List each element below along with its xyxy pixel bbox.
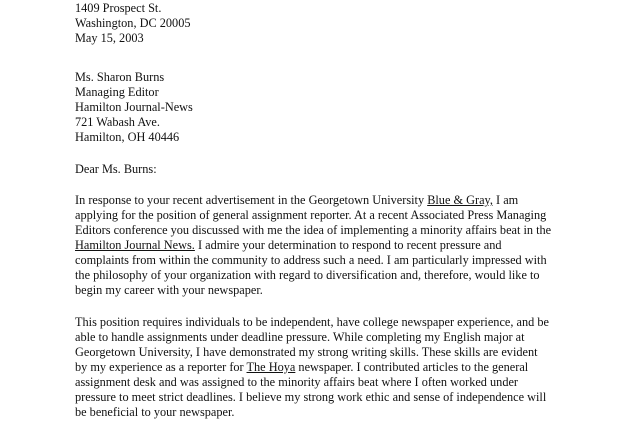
sender-address (75, 1, 630, 46)
paragraph-2-line-2: able to handle assignments under deadline pressure. While completing my English major at (75, 330, 525, 344)
sender-city: Washington, DC 20005 (75, 16, 191, 30)
recipient-city: Hamilton, OH 40446 (75, 130, 180, 144)
sender-street: 1409 Prospect St. (75, 1, 162, 15)
publication-title-the-hoya: The Hoya (246, 360, 296, 374)
paragraph-2 (75, 315, 630, 420)
letter-date: May 15, 2003 (75, 31, 144, 45)
text-run: I admire your determination to respond to recent pressure and (194, 238, 502, 252)
recipient-address (75, 70, 630, 145)
text-run: I am (492, 193, 519, 207)
paragraph-1-line-2: applying for the position of general assignment reporter. At a recent Associated Press Managing (75, 208, 547, 222)
recipient-title: Managing Editor (75, 85, 159, 99)
recipient-organization: Hamilton Journal-News (75, 100, 193, 114)
paragraph-1-line-4 (75, 238, 630, 253)
recipient-street: 721 Wabash Ave. (75, 115, 160, 129)
text-run: newspaper. I contributed articles to the general (295, 360, 529, 374)
paragraph-1-line-3: Editors conference you discussed with me the idea of implementing a minority affairs beat in the (75, 223, 552, 237)
paragraph-2-line-6: pressure to meet strict deadlines. I believe my strong work ethic and sense of independence will (75, 390, 547, 404)
paragraph-1-line-7: begin my career with your newspaper. (75, 283, 263, 297)
paragraph-2-line-5: assignment desk and was assigned to the minority affairs beat where I often worked under (75, 375, 519, 389)
paragraph-1-line-5: complaints from within the community to address such a need. I am particularly impressed with (75, 253, 547, 267)
recipient-name: Ms. Sharon Burns (75, 70, 165, 84)
paragraph-1 (75, 193, 630, 298)
paragraph-1-line-1 (75, 193, 630, 208)
paragraph-2-line-1: This position requires individuals to be independent, have college newspaper experience, and be (75, 315, 549, 329)
letter-page (75, 1, 630, 420)
salutation: Dear Ms. Burns: (75, 162, 157, 176)
text-run: In response to your recent advertisement in the Georgetown University (75, 193, 428, 207)
text-run: by my experience as a reporter for (75, 360, 247, 374)
paragraph-2-line-3: Georgetown University, I have demonstrated my strong writing skills. These skills are evident (75, 345, 538, 359)
paragraph-2-line-7: be beneficial to your newspaper. (75, 405, 235, 419)
paragraph-2-line-4 (75, 360, 630, 375)
publication-title-hamilton-journal-news: Hamilton Journal News. (75, 238, 195, 252)
paragraph-1-line-6: the philosophy of your organization with regard to diversification and, therefore, would like to (75, 268, 540, 282)
publication-title-blue-gray: Blue & Gray, (427, 193, 493, 207)
